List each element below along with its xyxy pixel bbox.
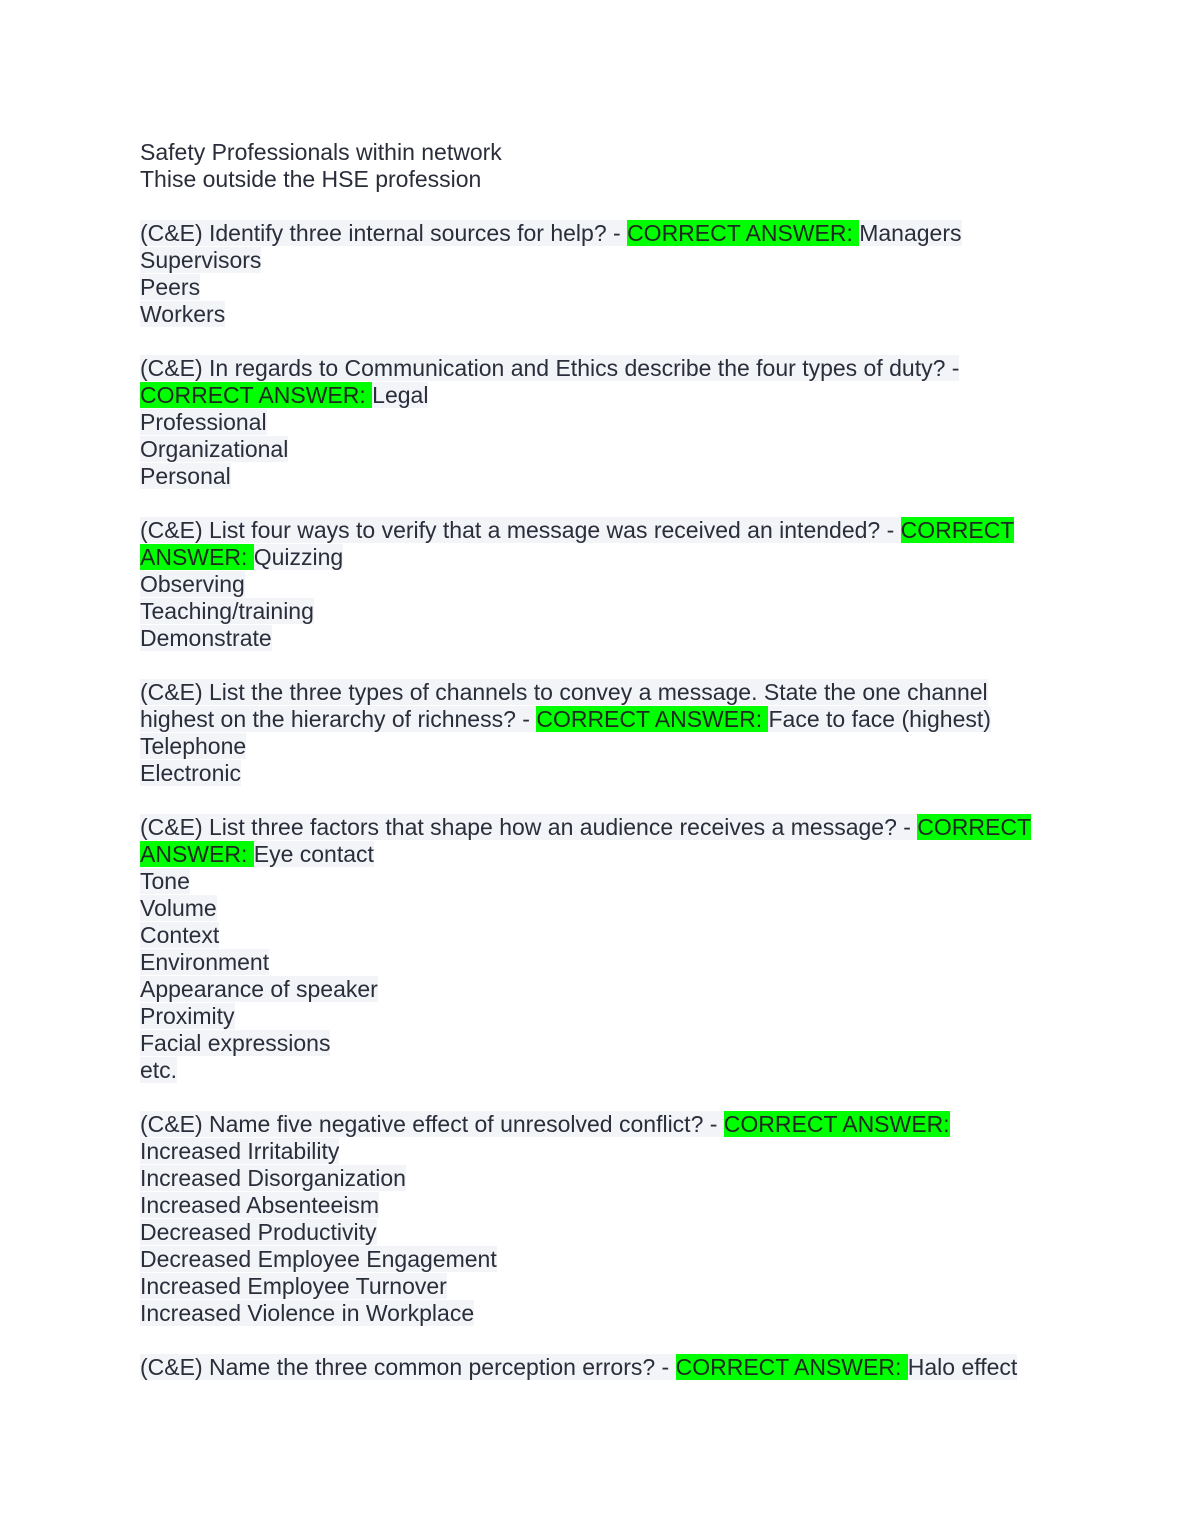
answer-line xyxy=(140,922,1050,949)
answer-line xyxy=(140,949,1050,976)
answer-text: Peers xyxy=(140,274,201,300)
answer-text: Decreased Productivity xyxy=(140,1219,377,1245)
paragraph-gap xyxy=(140,652,1050,679)
answer-text: Increased Violence in Workplace xyxy=(140,1300,475,1326)
paragraph-gap xyxy=(140,193,1050,220)
answer-line xyxy=(140,301,1050,328)
answer-text: Eye contact xyxy=(253,841,374,867)
correct-answer-label: CORRECT xyxy=(917,814,1032,840)
answer-text: Workers xyxy=(140,301,226,327)
document-page xyxy=(140,139,1050,1381)
answer-text: Context xyxy=(140,922,220,948)
question-line xyxy=(140,220,1050,247)
question-line xyxy=(140,706,1050,733)
answer-text: Halo effect xyxy=(907,1354,1018,1380)
answer-line xyxy=(140,625,1050,652)
answer-line xyxy=(140,976,1050,1003)
answer-text: Personal xyxy=(140,463,231,489)
correct-answer-label: CORRECT ANSWER: xyxy=(627,220,860,246)
answer-text: etc. xyxy=(140,1057,178,1083)
question-line xyxy=(140,679,1050,706)
correct-answer-label: CORRECT ANSWER: xyxy=(723,1111,950,1137)
answer-line xyxy=(140,1165,1050,1192)
paragraph-gap xyxy=(140,787,1050,814)
answer-text: Teaching/training xyxy=(140,598,314,624)
answer-line xyxy=(140,409,1050,436)
answer-text: Managers xyxy=(859,220,962,246)
question-text: (C&E) In regards to Communication and Ethics describe the four types of duty? - xyxy=(140,355,960,381)
answer-text: Supervisors xyxy=(140,247,262,273)
answer-line xyxy=(140,1273,1050,1300)
answer-text: Facial expressions xyxy=(140,1030,331,1056)
answer-text: Proximity xyxy=(140,1003,235,1029)
answer-line xyxy=(140,1300,1050,1327)
answer-text: Quizzing xyxy=(253,544,344,570)
answer-line xyxy=(140,1192,1050,1219)
answer-text: Professional xyxy=(140,409,267,435)
answer-text: Volume xyxy=(140,895,217,921)
answer-text: Electronic xyxy=(140,760,241,786)
intro-line: Thise outside the HSE profession xyxy=(140,166,482,192)
answer-line xyxy=(140,1003,1050,1030)
paragraph-gap xyxy=(140,1084,1050,1111)
answer-text: Face to face (highest) xyxy=(768,706,991,732)
question-text: (C&E) Name five negative effect of unresolved conflict? - xyxy=(140,1111,724,1137)
answer-line xyxy=(140,895,1050,922)
answer-text: Organizational xyxy=(140,436,289,462)
question-text: (C&E) Name the three common perception errors? - xyxy=(140,1354,676,1380)
question-text: (C&E) Identify three internal sources for help? - xyxy=(140,220,628,246)
answer-line xyxy=(140,436,1050,463)
question-line xyxy=(140,1354,1050,1381)
answer-line xyxy=(140,733,1050,760)
answer-text: Increased Absenteeism xyxy=(140,1192,380,1218)
paragraph-gap xyxy=(140,490,1050,517)
answer-text: Appearance of speaker xyxy=(140,976,378,1002)
question-text: (C&E) List three factors that shape how an audience receives a message? - xyxy=(140,814,918,840)
answer-line xyxy=(140,1138,1050,1165)
question-text: highest on the hierarchy of richness? - xyxy=(140,706,537,732)
paragraph-gap xyxy=(140,328,1050,355)
answer-text: Decreased Employee Engagement xyxy=(140,1246,497,1272)
correct-answer-label: ANSWER: xyxy=(140,544,254,570)
answer-text: Increased Disorganization xyxy=(140,1165,406,1191)
correct-answer-label: CORRECT ANSWER: xyxy=(140,382,373,408)
question-line xyxy=(140,382,1050,409)
correct-answer-label: CORRECT xyxy=(900,517,1015,543)
correct-answer-label: CORRECT ANSWER: xyxy=(675,1354,908,1380)
question-text: (C&E) List the three types of channels to convey a message. State the one channel xyxy=(140,679,988,705)
question-line xyxy=(140,517,1050,544)
answer-text: Demonstrate xyxy=(140,625,272,651)
answer-line xyxy=(140,1246,1050,1273)
question-text: (C&E) List four ways to verify that a message was received an intended? - xyxy=(140,517,901,543)
answer-text: Environment xyxy=(140,949,270,975)
paragraph-gap xyxy=(140,1327,1050,1354)
answer-line xyxy=(140,760,1050,787)
answer-text: Tone xyxy=(140,868,190,894)
question-line xyxy=(140,814,1050,841)
question-line xyxy=(140,1111,1050,1138)
answer-text: Observing xyxy=(140,571,245,597)
intro-line: Safety Professionals within network xyxy=(140,139,502,165)
question-line xyxy=(140,841,1050,868)
answer-text: Legal xyxy=(372,382,429,408)
answer-line xyxy=(140,274,1050,301)
answer-line xyxy=(140,463,1050,490)
answer-text: Telephone xyxy=(140,733,247,759)
answer-text: Increased Employee Turnover xyxy=(140,1273,447,1299)
answer-line xyxy=(140,1030,1050,1057)
answer-line xyxy=(140,1057,1050,1084)
question-line xyxy=(140,544,1050,571)
answer-line xyxy=(140,598,1050,625)
answer-line xyxy=(140,571,1050,598)
answer-text: Increased Irritability xyxy=(140,1138,340,1164)
answer-line xyxy=(140,868,1050,895)
correct-answer-label: CORRECT ANSWER: xyxy=(536,706,769,732)
answer-line xyxy=(140,1219,1050,1246)
question-line xyxy=(140,355,1050,382)
correct-answer-label: ANSWER: xyxy=(140,841,254,867)
answer-line xyxy=(140,247,1050,274)
